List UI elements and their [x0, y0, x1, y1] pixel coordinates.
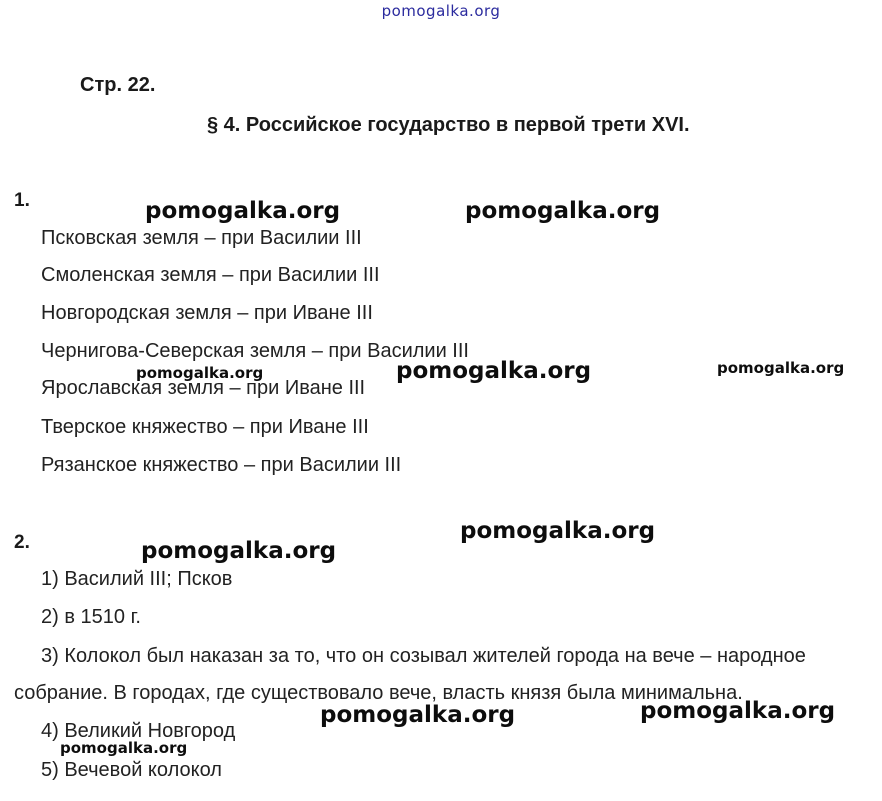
task2-line: 1) Василий III; Псков: [41, 568, 233, 590]
task1-line: Рязанское княжество – при Василии III: [41, 454, 402, 476]
task1-line: Чернигова-Северская земля – при Василии III: [41, 340, 469, 362]
watermark: pomogalka.org: [60, 739, 188, 757]
task2-line: 4) Великий Новгород: [41, 720, 236, 742]
task1-line: Новгородская земля – при Иване III: [41, 302, 373, 324]
watermark: pomogalka.org: [396, 358, 592, 384]
task1-line: Ярославская земля – при Иване III: [41, 377, 366, 399]
task2-line: 5) Вечевой колокол: [41, 759, 222, 781]
watermark: pomogalka.org: [141, 538, 337, 564]
watermark: pomogalka.org: [460, 518, 656, 544]
task1-line: Смоленская земля – при Василии III: [41, 264, 380, 286]
task-number-1: 1.: [14, 190, 30, 211]
task2-line: 2) в 1510 г.: [41, 606, 141, 628]
watermark: pomogalka.org: [717, 359, 845, 377]
section-title: § 4. Российское государство в первой трети XVI.: [207, 114, 690, 136]
watermark: pomogalka.org: [465, 198, 661, 224]
task-number-2: 2.: [14, 532, 30, 553]
task2-line: 3) Колокол был наказан за то, что он созывал жителей города на вече – народное: [41, 645, 806, 667]
watermark-top: pomogalka.org: [381, 2, 501, 20]
task1-line: Псковская земля – при Василии III: [41, 227, 362, 249]
task1-line: Тверское княжество – при Иване III: [41, 416, 369, 438]
watermark: pomogalka.org: [136, 364, 264, 382]
watermark: pomogalka.org: [145, 198, 341, 224]
task2-line: собрание. В городах, где существовало вече, власть князя была минимальна.: [14, 682, 743, 704]
watermark: pomogalka.org: [640, 698, 836, 724]
watermark: pomogalka.org: [320, 702, 516, 728]
page-reference: Стр. 22.: [80, 74, 156, 96]
